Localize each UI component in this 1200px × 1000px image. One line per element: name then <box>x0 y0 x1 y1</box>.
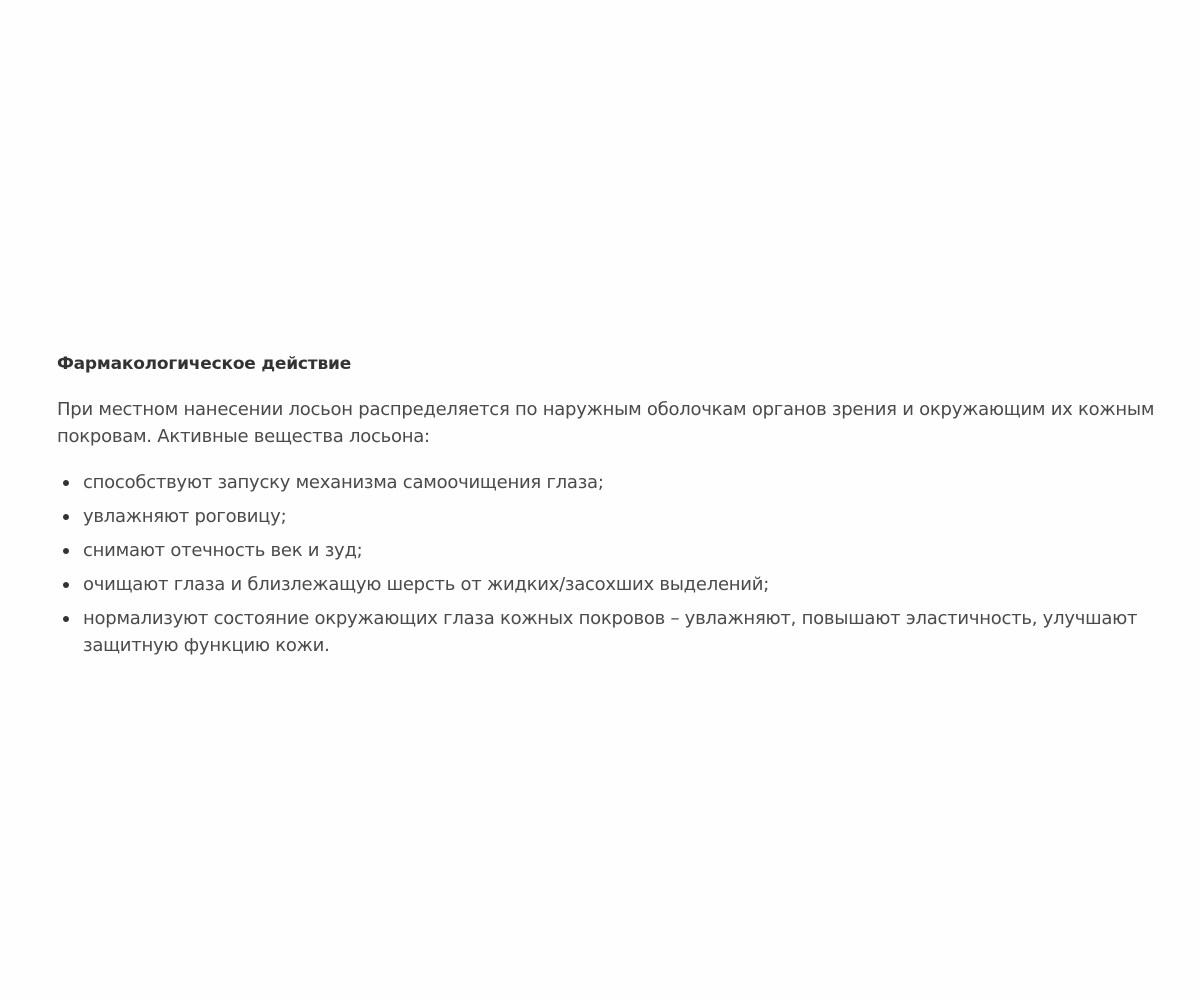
intro-paragraph: При местном нанесении лосьон распределяется по наружным оболочкам органов зрения и окружающим их кожным покровам. Активные вещества лосьона: <box>57 399 1155 447</box>
list-item-text: увлажняют роговицу; <box>83 506 287 527</box>
list-item <box>57 503 1182 530</box>
bullet-icon <box>63 514 69 520</box>
list-item-text: снимают отечность век и зуд; <box>83 540 363 561</box>
effects-list <box>57 469 1182 659</box>
bullet-icon <box>63 548 69 554</box>
list-item <box>57 469 1182 496</box>
list-item-text: очищают глаза и близлежащую шерсть от жидких/засохших выделений; <box>83 574 770 595</box>
list-item-text: нормализуют состояние окружающих глаза кожных покровов – увлажняют, повышают эластичность, улучшают защитную функцию кожи. <box>83 608 1138 656</box>
bullet-icon <box>63 480 69 486</box>
list-item-text: способствуют запуску механизма самоочищения глаза; <box>83 472 604 493</box>
article-section <box>57 350 1182 666</box>
list-item <box>57 605 1182 659</box>
section-heading: Фармакологическое действие <box>57 354 352 374</box>
bullet-icon <box>63 582 69 588</box>
list-item <box>57 571 1182 598</box>
bullet-icon <box>63 616 69 622</box>
list-item <box>57 537 1182 564</box>
